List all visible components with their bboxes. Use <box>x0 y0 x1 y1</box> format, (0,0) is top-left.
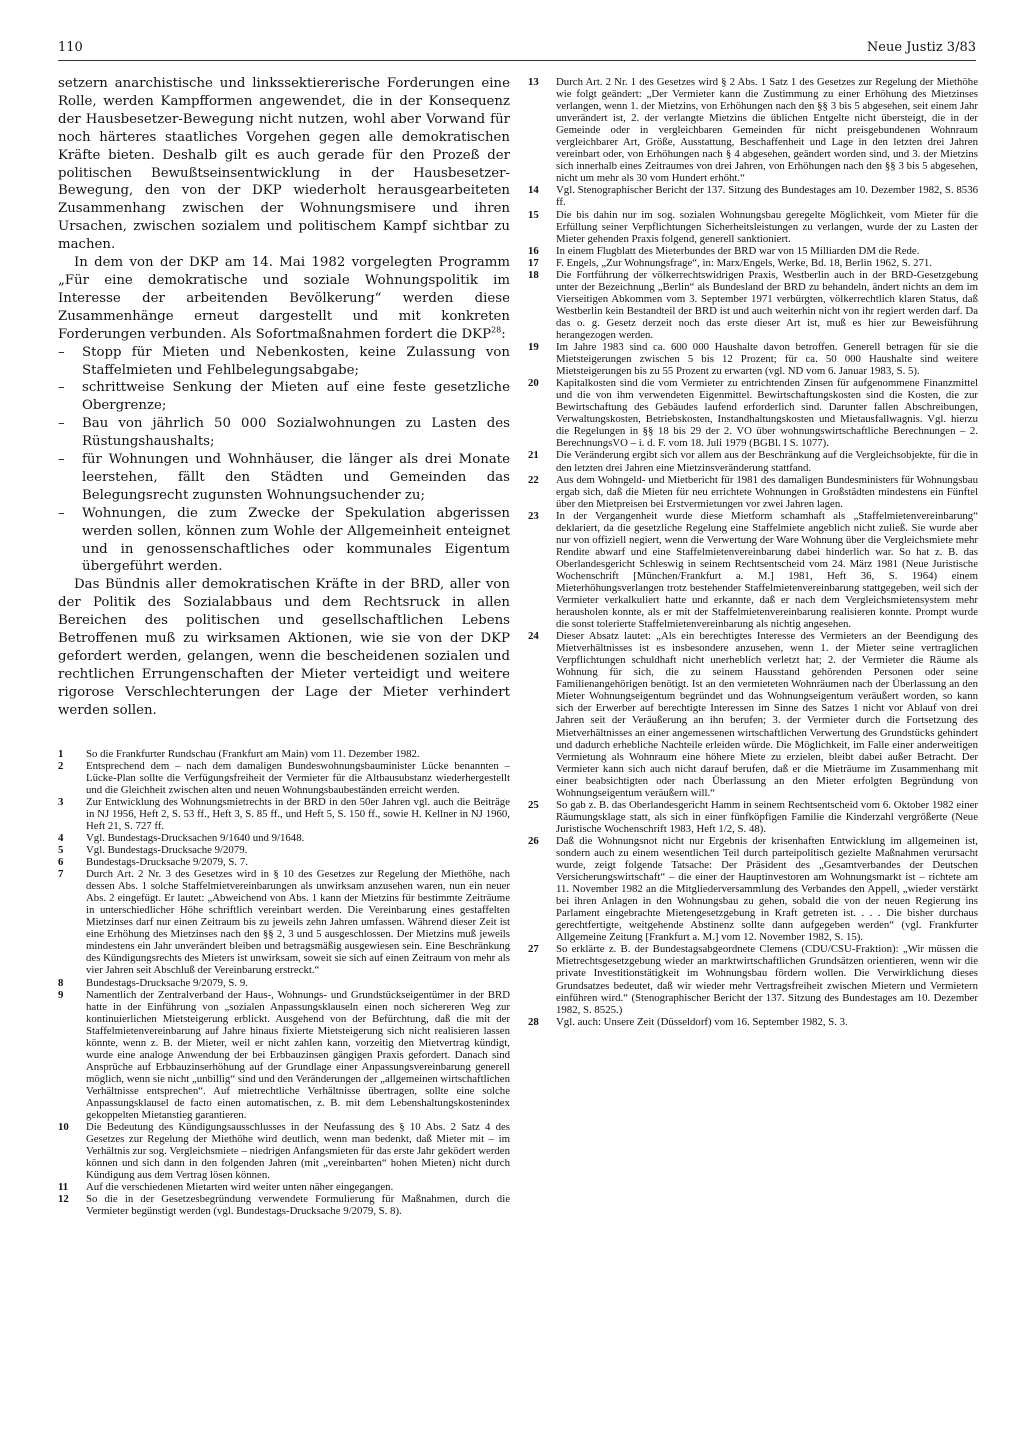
footnote <box>528 269 978 341</box>
footnote-text: In der Vergangenheit wurde diese Mietform schamhaft als „Staffelmietenvereinbarung“ deklariert, da die gesetzliche Regelung eine Staffelmiete angeblich nicht zuließ. Sie wurde aber nur von offiziell negiert, wenn die Verwertung der Ware Wohnung über die Vergleichsmiete mehr Rendite abwarf und eine Staffelmietenvereinbarung dabei hinderlich war. So hat z. B. das Oberlandesgericht Schleswig in seinem Rechtsentscheid vom 24. März 1981 (Neue Juristische Wochenschrift [München/Frankfurt a. M.] 1981, Heft 36, S. 1964) einem Mieterhöhungsverlangen trotz bestehender Staffelmietenvereinbarung stattgegeben, weil sich der Vermieter verkalkuliert hatte und erkannte, daß er nach dem Vergleichsmietensystem mehr herausholen konnte, als er mit der Staffelmietenvereinbarung realisieren konnte. Prompt wurde die sonst tolerierte Staffelmietenvereinbarung als nichtig angesehen. <box>556 509 978 631</box>
footnote-number: 27 <box>528 943 539 956</box>
footnote-text: F. Engels, „Zur Wohnungsfrage“, in: Marx/Engels, Werke, Bd. 18, Berlin 1962, S. 271. <box>556 256 933 269</box>
footnote <box>58 1193 510 1217</box>
header-rule <box>58 60 976 61</box>
article-body <box>58 75 510 720</box>
footnote <box>58 989 510 1122</box>
footnote-text: So erklärte z. B. der Bundestagsabgeordnete Clemens (CDU/CSU-Fraktion): „Wir müssen die Mietrechtsgesetzgebung wieder an marktwirtschaftlichen Grundsätzen orientieren, wenn wir die private Investitionstätigkeit im Wohnungsbau fördern wollen. Die Verwirklichung dieses Grundsatzes bedeutet, daß wir wieder mehr Vertragsfreiheit zwischen Mietern und Vermietern einführen wird.“ (Stenographischer Bericht der 137. Sitzung des Bundestages am 10. Dezember 1982, S. 8525.) <box>556 943 978 1016</box>
body-paragraph: setzern anarchistische und linkssektiererische Forderungen eine Rolle, werden Kampfformen angewendet, die in der Konsequenz der Hausbesetzer-Bewegung nicht nutzen, wohl aber Vorwand für noch härteres staatliches Vorgehen gegen alle demokratischen Kräfte bieten. Deshalb gilt es auch gerade für den Prozeß der politischen Bewußtseinsentwicklung in der Hausbesetzer-Bewegung, den von der DKP wiederholt herausgearbeiteten Zusammenhang zwischen der Wohnungsmisere und ihren Ursachen, zwischen sozialem und politischem Kampf sichtbar zu machen. <box>58 76 510 253</box>
footnote-number: 21 <box>528 449 539 462</box>
footnote <box>528 245 978 257</box>
footnote-text: Vgl. auch: Unsere Zeit (Düsseldorf) vom 16. September 1982, S. 3. <box>556 1015 848 1028</box>
footnote-number: 7 <box>58 868 64 881</box>
footnote-number: 9 <box>58 988 64 1001</box>
journal-issue: Neue Justiz 3/83 <box>866 40 976 55</box>
footnote-text: Dieser Absatz lautet: „Als ein berechtigtes Interesse des Vermieters an der Beendigung des Mietverhältnisses ist es insbesondere anzusehen, wenn 1. der Mieter seine vertraglichen Verpflichtungen schuldhaft nicht unerheblich verletzt hat; 2. der Vermieter die Räume als Wohnung für sich, die zu seinem Hausstand gehörenden Personen oder seine Familienangehörigen benötigt. Ist an den vermieteten Wohnräumen nach der Überlassung an den Mieter Wohnungseigentum begründet und das Wohnungseigentum veräußert worden, so kann sich der Erwerber auf berechtigte Interessen im Sinne des Satzes 1 nicht vor Ablauf von drei Jahren seit der Veräußerung an ihn berufen; 3. der Vermieter durch die Fortsetzung des Mietverhältnisses an einer angemessenen wirtschaftlichen Verwertung des Grundstücks gehindert und dadurch erhebliche Nachteile erleiden würde. Die Möglichkeit, im Falle einer anderweitigen Vermietung als Wohnraum eine höhere Miete zu erzielen, bleibt dabei außer Betracht. Der Vermieter kann sich auch nicht darauf berufen, daß er die Mieträume im Zusammenhang mit einer beabsichtigten oder nach Überlassung an den Mieter erfolgten Begründung von Wohnungseigentum veräußern will.“ <box>556 630 978 799</box>
footnote-number: 17 <box>528 256 539 269</box>
left-column <box>58 75 510 1217</box>
footnote-number: 5 <box>58 844 64 856</box>
footnote-number: 26 <box>528 834 539 847</box>
footnote-number: 10 <box>58 1121 69 1134</box>
footnote-text: Im Jahre 1983 sind ca. 600 000 Haushalte davon betroffen. Generell betragen für sie die Mietsteigerungen zwischen 5 bis 12 Prozent; für ca. 50 000 Haushalte sind weitere Mietsteigerungen bis zu 55 Prozent zu erwarten (vgl. ND vom 6. Januar 1983, S. 5). <box>556 341 978 378</box>
footnote-ref: 28 <box>491 325 502 335</box>
footnote-number: 4 <box>58 831 64 844</box>
footnote-number: 6 <box>58 856 64 869</box>
footnote-text: Aus dem Wohngeld- und Mietbericht für 1981 des damaligen Bundesministers für Wohnungsbau ergab sich, daß die Mieten für neu errichtete Wohnungen in Großstädten mindestens ein Fünftel über den Mietpreisen bei Erstvermietungen vor zwei Jahren lagen. <box>556 473 978 510</box>
footnote-text: Durch Art. 2 Nr. 3 des Gesetzes wird in § 10 des Gesetzes zur Regelung der Miethöhe, nach dessen Abs. 1 solche Staffelmietvereinbarungen als unwirksam anzusehen waren, nun ein neuer Abs. 2 eingefügt. Er lautet: „Abweichend von Abs. 1 kann der Mietzins für bestimmte Zeiträume in unterschiedlicher Höhe schriftlich vereinbart werden. Die Vereinbarung eines gestaffelten Mietzinses darf nur einen Zeitraum bis zu jeweils zehn Jahren umfassen. Während dieser Zeit ist eine Erhöhung des Mietzinses nach den §§ 2, 3 und 5 ausgeschlossen. Der Mietzins muß jeweils mindestens ein Jahr unverändert bleiben und betragsmäßig ausgewiesen sein. Eine Beschränkung des Kündigungsrechts des Mieters ist unwirksam, soweit sie sich auf einen Zeitraum von mehr als vier Jahren seit Abschluß der Vereinbarung erstreckt.“ <box>86 868 510 977</box>
footnote <box>528 835 978 943</box>
footnote-number: 16 <box>528 244 539 257</box>
dash-bullet-icon: – <box>58 380 65 396</box>
footnote <box>58 760 510 796</box>
footnote <box>58 832 510 844</box>
footnote <box>528 630 978 799</box>
footnote <box>58 1181 510 1193</box>
footnote-text: Auf die verschiedenen Mietarten wird weiter unten näher eingegangen. <box>86 1181 394 1194</box>
page-header <box>58 40 976 62</box>
footnote <box>58 748 510 760</box>
footnote <box>58 796 510 832</box>
footnotes-left <box>58 748 510 1218</box>
footnote-text: Bundestags-Drucksache 9/2079, S. 7. <box>86 856 248 869</box>
footnote <box>528 1016 978 1028</box>
body-text: : <box>501 326 506 342</box>
footnote-number: 8 <box>58 976 64 989</box>
demands-list <box>58 344 510 577</box>
footnote-text: So die in der Gesetzesbegründung verwendete Formulierung für Maßnahmen, durch die Vermieter begünstigt werden (vgl. Bundestags-Drucksache 9/2079, S. 8). <box>86 1193 510 1218</box>
page-number: 110 <box>58 40 83 55</box>
footnote-number: 3 <box>58 795 64 808</box>
footnote <box>528 510 978 630</box>
footnote-text: Zur Entwicklung des Wohnungsmietrechts in der BRD in den 50er Jahren vgl. auch die Beiträge in NJ 1956, Heft 2, S. 53 ff., Heft 3, S. 85 ff., und Heft 5, S. 150 ff., sowie H. Kellner in NJ 1960, Heft 21, S. 727 ff. <box>86 795 510 832</box>
list-item-text: Wohnungen, die zum Zwecke der Spekulation abgerissen werden sollen, können zum Wohle der Allgemeinheit enteignet und in genossenschaftliches oder kommunales Eigentum übergeführt werden. <box>82 505 510 575</box>
footnote-number: 15 <box>528 208 539 221</box>
footnote-number: 22 <box>528 473 539 486</box>
dash-bullet-icon: – <box>58 505 65 521</box>
right-column <box>528 76 978 1028</box>
footnote <box>528 474 978 510</box>
footnote-text: Kapitalkosten sind die vom Vermieter zu entrichtenden Zinsen für aufgenommene Finanzmittel und die von ihm verwendeten Eigenmittel. Bewirtschaftungskosten sind die Kosten, die zur Bewirtschaftung des Gebäudes laufend erforderlich sind. Darunter fallen Abschreibungen, Verwaltungskosten, Betriebskosten, Instandhaltungskosten und Mietausfallwagnis. Vgl. hierzu die Regelungen in §§ 18 bis 29 der 2. VO über wohnungswirtschaftliche Berechnungen – 2. BerechnungsVO – i. d. F. vom 18. Juli 1979 (BGBl. I S. 1077). <box>556 377 978 450</box>
dash-bullet-icon: – <box>58 344 65 360</box>
footnote-number: 13 <box>528 76 539 88</box>
footnote <box>58 856 510 868</box>
footnote <box>528 257 978 269</box>
footnote-text: Die Veränderung ergibt sich vor allem aus der Beschränkung auf die Vergleichsobjekte, für die in den letzten drei Jahren eine Mietzinsveränderung stattfand. <box>556 449 978 474</box>
footnote-text: Bundestags-Drucksache 9/2079, S. 9. <box>86 976 248 989</box>
footnote-text: Die Bedeutung des Kündigungsausschlusses in der Neufassung des § 10 Abs. 2 Satz 4 des Gesetzes zur Regelung der Miethöhe wird deutlich, wenn man bedenkt, daß Mieter mit – im Verhältnis zur sog. Vergleichsmiete – niedrigen Anfangsmieten für das erste Jahr geködert werden können und sich dann in den folgenden Jahren (mit „vereinbarten“ hohen Mieten) nicht durch Kündigung aus dem Vertrag lösen können. <box>86 1121 510 1182</box>
footnote-text: Die Fortführung der völkerrechtswidrigen Praxis, Westberlin auch in der BRD-Gesetzgebung unter der Bezeichnung „Berlin“ als Bundesland der BRD zu behandeln, ändert nichts an dem im Vierseitigen Abkommen vom 3. September 1971 verbürgten, völkerrechtlich klaren Status, daß Westberlin kein Bestandteil der BRD ist und auch weiterhin nicht von ihr regiert werden darf. Da das o. g. Gesetz derzeit noch das erste dieser Art ist, muß es hier zur Beweisführung herangezogen werden. <box>556 268 978 341</box>
list-item <box>58 344 510 380</box>
footnote-number: 19 <box>528 341 539 354</box>
footnote-number: 24 <box>528 630 539 643</box>
list-item-text: schrittweise Senkung der Mieten auf eine feste gesetzliche Obergrenze; <box>82 380 510 414</box>
footnote-number: 20 <box>528 377 539 390</box>
list-item <box>58 415 510 451</box>
footnote-text: Entsprechend dem – nach dem damaligen Bundeswohnungsbauminister Lücke benannten – Lücke-Plan sollte die Verfügungsfreiheit der Vermieter für die Altbausubstanz wiederhergestellt und die Gleichheit zwischen alten und neuen Wohnungsbaubeständen erreicht werden. <box>86 759 510 796</box>
footnote-number: 28 <box>528 1015 539 1028</box>
footnote <box>58 844 510 856</box>
list-item <box>58 505 510 577</box>
list-item <box>58 379 510 415</box>
dash-bullet-icon: – <box>58 452 65 468</box>
list-item-text: Bau von jährlich 50 000 Sozialwohnungen zu Lasten des Rüstungshaushalts; <box>82 416 510 450</box>
footnote-number: 12 <box>58 1193 69 1206</box>
footnote <box>58 868 510 976</box>
footnote-text: Durch Art. 2 Nr. 1 des Gesetzes wird § 2 Abs. 1 Satz 1 des Gesetzes zur Regelung der Miethöhe wie folgt geändert: „Der Vermieter kann die Zustimmung zu einer Erhöhung des Mietzinses verlangen, wenn 1. der Mietzins, von Erhöhungen nach den §§ 3 bis 5 abgesehen, seit einem Jahr unverändert ist, 2. der verlangte Mietzins die üblichen Entgelte nicht übersteigt, die in der Gemeinde oder in vergleichbaren Gemeinden für nicht preisgebundenen Wohnraum vergleichbarer Art, Größe, Ausstattung, Beschaffenheit und Lage in den letzten drei Jahren vereinbart oder, von Erhöhungen nach § 4 abgesehen, geändert worden sind, und 3. der Mietzins sich innerhalb eines Zeitraumes von drei Jahren, von Erhöhungen nach den §§ 3 bis 5 abgesehen, nicht um mehr als 30 vom Hundert erhöht.“ <box>556 76 978 185</box>
footnote-text: Vgl. Bundestags-Drucksachen 9/1640 und 9/1648. <box>86 831 305 844</box>
footnote-text: Vgl. Bundestags-Drucksache 9/2079. <box>86 844 248 856</box>
footnotes-right <box>528 76 978 1028</box>
footnote <box>58 977 510 989</box>
body-paragraph: Das Bündnis aller demokratischen Kräfte in der BRD, aller von der Politik des Sozialabbaus und dem Rechtsruck in allen Bereichen des politischen und gesellschaftlichen Lebens Betroffenen muß zu wirksamen Aktionen, wie sie von der DKP gefordert werden, gelangen, wenn die bescheidenen sozialen und rechtlichen Errungenschaften der Mieter verteidigt und weitere rigorose Verschlechterungen der Lage der Mieter verhindert werden sollen. <box>58 577 510 718</box>
footnote <box>528 943 978 1015</box>
body-paragraph <box>58 254 510 344</box>
footnote-number: 2 <box>58 759 64 772</box>
footnote <box>528 184 978 208</box>
footnote-text: Daß die Wohnungsnot nicht nur Ergebnis der krisenhaften Entwicklung im allgemeinen ist, sondern auch zu einem wesentlichen Teil durch parteipolitisch gezielte Maßnahmen verursacht wurde, zeigt folgende Tatsache: Der Präsident des „Gesamtverbandes der Deutschen Versicherungswirtschaft“ – die einer der Hauptinvestoren am Wohnungsmarkt ist – richtete am 11. November 1982 an die Mitgliederversammlung des Verbandes den Appell, „wieder verstärkt bei ihren Anlagen in den Wohnungsbau zu gehen, sobald die von der neuen Regierung ins Parlament eingebrachte Mietengesetzgebung in Kraft getreten ist. . . . Die bisher durchaus gerechtfertigte, weitgehende Abstinenz sollte dann aufgegeben werden“ (vgl. Frankfurter Allgemeine Zeitung [Frankfurt a. M.] vom 12. November 1982, S. 15). <box>556 834 978 944</box>
footnote-text: In einem Flugblatt des Mieterbundes der BRD war von 15 Milliarden DM die Rede. <box>556 244 920 257</box>
footnote <box>528 209 978 245</box>
footnote-number: 18 <box>528 268 539 281</box>
body-text: In dem von der DKP am 14. Mai 1982 vorgelegten Programm „Für eine demokratische und soziale Wohnungspolitik im Interesse der arbeitenden Bevölkerung“ werden diese Zusammenhänge erneut dargestellt und mit konkreten Forderungen verbunden. Als Sofortmaßnahmen fordert die DKP <box>58 255 510 342</box>
footnote-text: So die Frankfurter Rundschau (Frankfurt am Main) vom 11. Dezember 1982. <box>86 747 420 760</box>
footnote-number: 11 <box>58 1181 69 1194</box>
footnote-number: 25 <box>528 798 539 811</box>
footnote-number: 1 <box>58 747 64 760</box>
dash-bullet-icon: – <box>58 416 65 432</box>
footnote-number: 23 <box>528 509 539 522</box>
list-item <box>58 451 510 505</box>
footnote-text: Vgl. Stenographischer Bericht der 137. Sitzung des Bundestages am 10. Dezember 1982, S. 8536 ff. <box>556 184 978 209</box>
list-item-text: Stopp für Mieten und Nebenkosten, keine Zulassung von Staffelmieten und Fehlbelegungsabgabe; <box>82 344 510 378</box>
footnote-number: 14 <box>528 184 539 197</box>
footnote-text: Die bis dahin nur im sog. sozialen Wohnungsbau geregelte Möglichkeit, vom Mieter für die Erfüllung seiner Verpflichtungen Sicherheitsleistungen zu verlangen, wurde der zu Lasten der Mieter gehenden Praxis folgend, generell sanktioniert. <box>556 208 978 245</box>
footnote <box>528 799 978 835</box>
footnote <box>528 76 978 184</box>
footnote <box>528 449 978 473</box>
footnote <box>528 341 978 377</box>
footnote <box>58 1121 510 1181</box>
footnote-text: Namentlich der Zentralverband der Haus-, Wohnungs- und Grundstückseigentümer in der BRD hatte in der Einführung von „sozialen Anpassungsklauseln einen noch sichereren Weg zur kontinuierlichen Mietsteigerung erblickt. Ausgehend von der Befürchtung, daß die mit der Staffelmietenvereinbarung auf Jahre hinaus fixierte Mietsteigerung sich nicht realisieren lassen könnte, wenn z. B. der Mieter, weil er nicht zahlen kann, vorzeitig den Mietvertrag kündigt, wurde eine analoge Anwendung der bei Erbbauzinsen gängigen Praxis gefordert. Danach sind Ansprüche auf Erbbauzinserhöhung auf der Grundlage einer Anpassungsvereinbarung generell möglich, wenn sie nicht „unbillig“ sind und den Veränderungen der „allgemeinen wirtschaftlichen Verhältnisse entsprechen“. Auf mietrechtliche Verhältnisse übertragen, sollte eine solche Anpassungsklausel de facto einen automatischen, z. B. mit dem Lebenshaltungskostenindex gekoppelten Mietanstieg garantieren. <box>86 988 510 1122</box>
list-item-text: für Wohnungen und Wohnhäuser, die länger als drei Monate leerstehen, fällt den Städten und Gemeinden das Belegungsrecht zugunsten Wohnungsuchender zu; <box>82 452 510 503</box>
footnote-text: So gab z. B. das Oberlandesgericht Hamm in seinem Rechtsentscheid vom 6. Oktober 1982 einer Räumungsklage statt, als sich in einer fünfköpfigen Familie die Kinderzahl vergrößerte (Neue Juristische Wochenschrift 1983, Heft 1/2, S. 48). <box>556 798 978 835</box>
footnote <box>528 377 978 449</box>
